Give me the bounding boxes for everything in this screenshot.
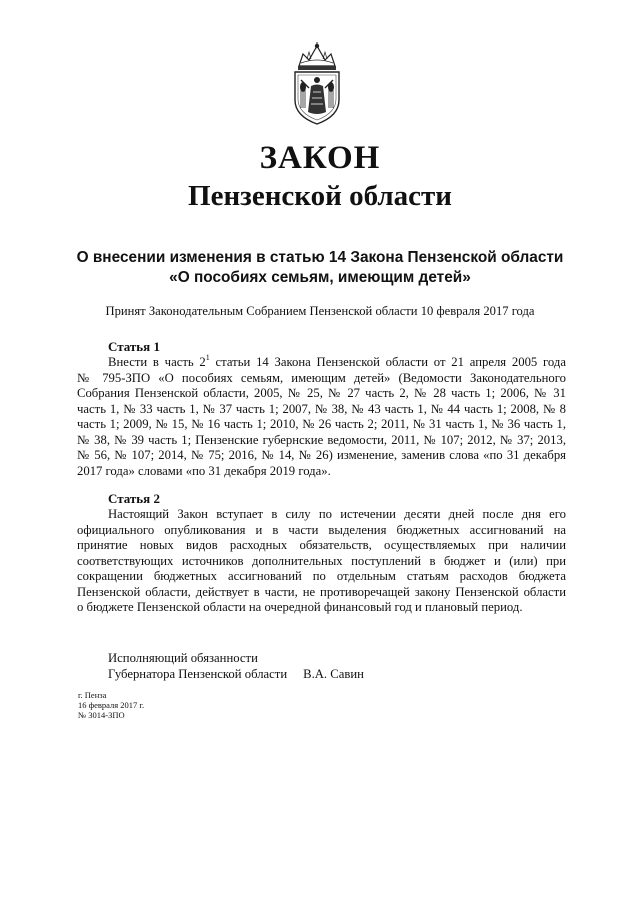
document-footer [78,690,144,720]
adoption-note: Принят Законодательным Собранием Пензенской области 10 февраля 2017 года [105,304,535,318]
text-line [77,355,566,371]
text-line: № 38, № 39 часть 1; Пензенские губернские ведомости, 2011, № 107; 2012, № 37; 2013, [77,432,566,447]
article-1-title: Статья 1 [108,339,160,354]
signature-block [108,650,364,682]
law-region: Пензенской области [188,180,452,212]
text-line: принятие новых видов расходных обязательств, осуществляемых при наличии [77,538,566,552]
law-title: ЗАКОН [259,140,381,176]
text-line: № 795-ЗПО «О пособиях семьям, имеющим детей» (Ведомости Законодательного [77,370,566,385]
footer-date: 16 февраля 2017 г. [78,700,145,710]
text-line: сокращении бюджетных ассигнований по отдельным статьям расходов бюджета [77,569,566,583]
text-line: соответствующих источников дополнительных поступлений в бюджет и (или) при [77,553,566,568]
text-line: 2017 года» словами «по 31 декабря 2019 года». [77,463,331,478]
text-line: Пензенской области, действует в части, не противоречащей закону Пензенской области [77,584,566,599]
text-line: о бюджете Пензенской области на очередной финансовый год и плановый период. [77,600,523,614]
coat-of-arms-icon [289,42,345,126]
text-line: часть 1, № 33 часть 1, № 37 часть 1; 2007, № 38, № 43 часть 1, № 44 часть 1; 2008, № 8 [77,401,566,416]
law-heading-line: О внесении изменения в статью 14 Закона Пензенской области [76,249,564,266]
signatory-row [108,666,364,682]
text-fragment: статьи 14 Закона Пензенской области от 21 апреля 2005 года [209,355,566,369]
text-line: Собрания Пензенской области, 2005, № 25, № 27 часть 2, № 28 часть 1; 2006, № 31 [77,386,566,400]
text-fragment: Внести в часть 2 [108,355,206,369]
text-line: официального опубликования и в части выделения бюджетных ассигнований на [77,522,566,537]
signatory-name: В.А. Савин [303,667,364,681]
footer-number: № 3014-ЗПО [78,710,125,720]
law-heading [40,248,600,288]
text-line: Настоящий Закон вступает в силу по истечении десяти дней после дня его [108,507,566,521]
text-line: часть 1; 2009, № 15, № 16 часть 1; 2010, № 26 часть 2; 2011, № 31 часть 1, № 36 часть 1, [77,417,566,431]
superscript: 1 [205,353,210,362]
footer-city: г. Пенза [78,690,107,700]
law-heading-line: «О пособиях семьям, имеющим детей» [169,269,471,286]
article-1-text [77,355,566,479]
text-line: № 56, № 107; 2014, № 75; 2016, № 14, № 26) изменение, заменив слова «по 31 декабря [77,448,566,462]
signatory-position: Исполняющий обязанности [108,651,258,665]
article-2-text [77,507,566,616]
article-2-title: Статья 2 [108,491,160,506]
signatory-title: Губернатора Пензенской области [108,667,288,681]
